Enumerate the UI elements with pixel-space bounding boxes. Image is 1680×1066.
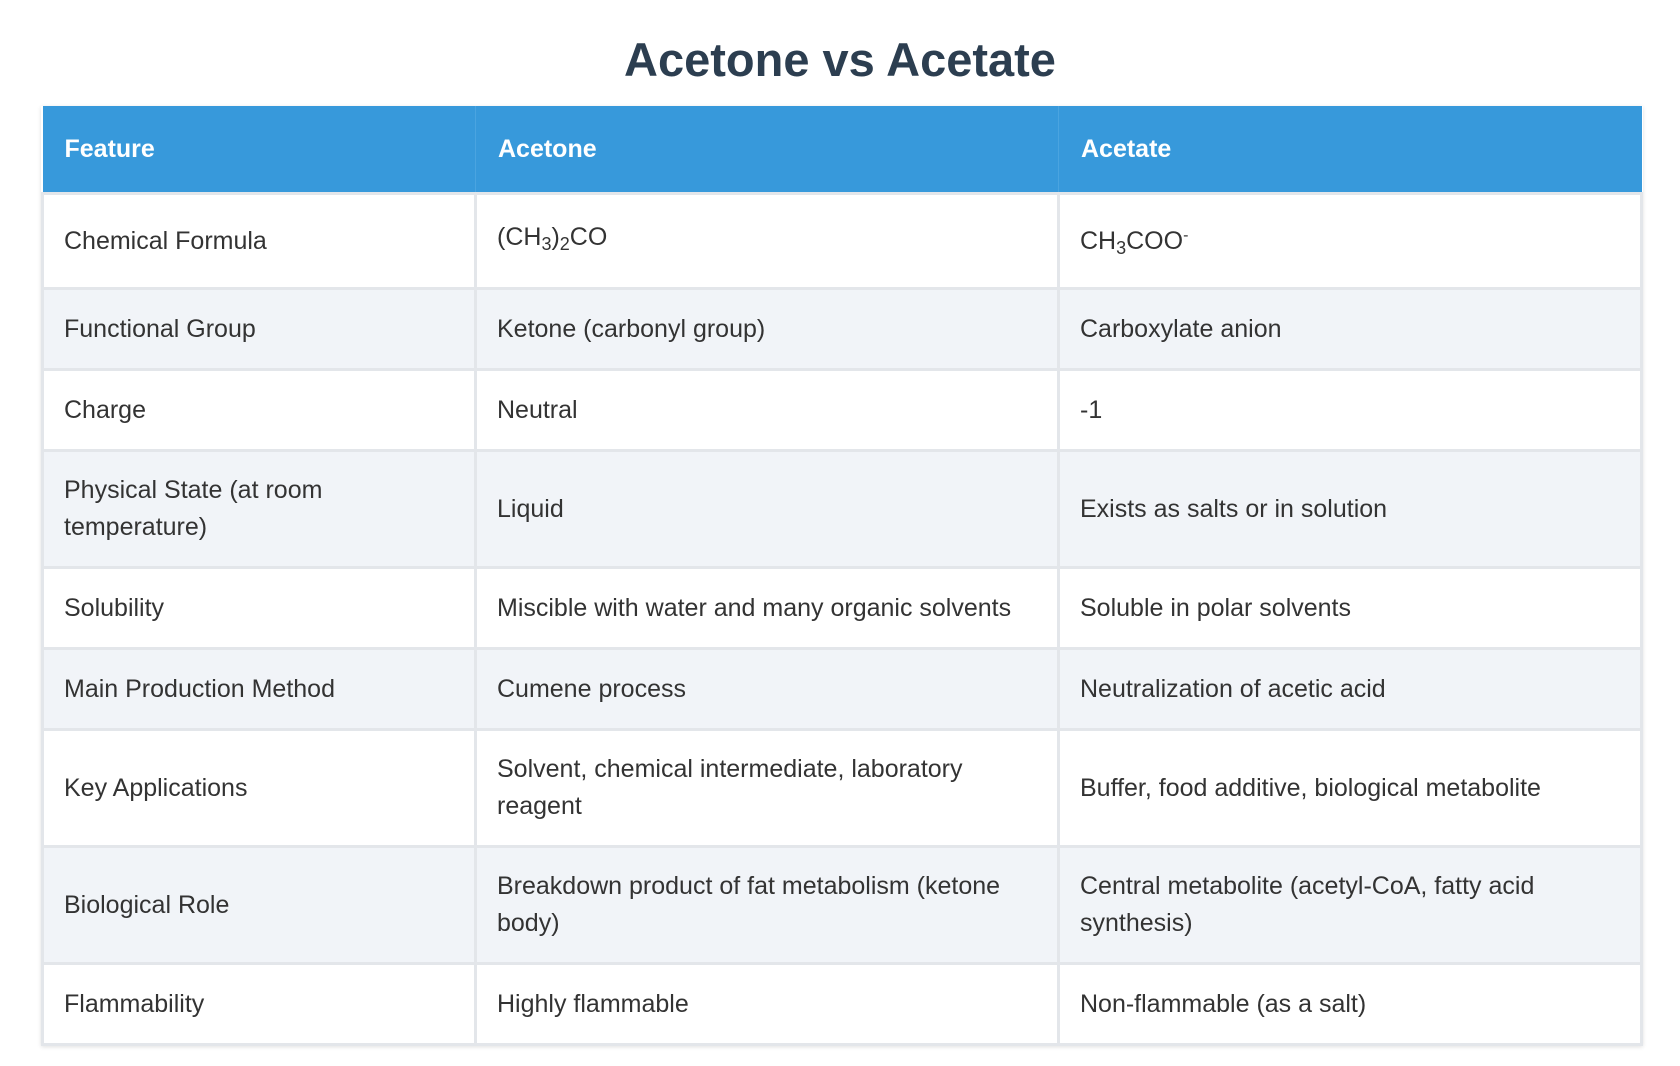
acetate-formula: $CH_3COO^-$ — [1080, 226, 1189, 258]
table-row — [43, 289, 1642, 370]
feature-cell: Physical State (at room temperature) — [43, 451, 476, 568]
acetone-cell: Breakdown product of fat metabolism (ketone body) — [476, 847, 1059, 964]
table-row — [43, 370, 1642, 451]
acetone-cell: Miscible with water and many organic solvents — [476, 568, 1059, 649]
page-title: Acetone vs Acetate — [624, 33, 1056, 86]
acetone-cell: Solvent, chemical intermediate, laboratory reagent — [476, 730, 1059, 847]
table-row — [43, 568, 1642, 649]
feature-cell: Main Production Method — [43, 649, 476, 730]
comparison-table — [41, 106, 1643, 1046]
acetone-formula-cell — [476, 194, 1059, 289]
acetate-cell: Non-flammable (as a salt) — [1059, 964, 1642, 1045]
acetone-formula: $(CH_3)_2CO$ — [497, 222, 608, 254]
table-row — [43, 847, 1642, 964]
acetone-cell: Neutral — [476, 370, 1059, 451]
table-row — [43, 194, 1642, 289]
table-header-row — [43, 106, 1642, 194]
acetone-cell: Ketone (carbonyl group) — [476, 289, 1059, 370]
acetate-cell: Central metabolite (acetyl-CoA, fatty acid synthesis) — [1059, 847, 1642, 964]
column-header-acetate: Acetate — [1059, 106, 1642, 194]
acetate-cell: Carboxylate anion — [1059, 289, 1642, 370]
column-header-feature: Feature — [43, 106, 476, 194]
acetone-cell: Highly flammable — [476, 964, 1059, 1045]
acetate-cell: Buffer, food additive, biological metabolite — [1059, 730, 1642, 847]
table-row — [43, 730, 1642, 847]
acetone-cell: Cumene process — [476, 649, 1059, 730]
acetone-cell: Liquid — [476, 451, 1059, 568]
acetate-cell: Neutralization of acetic acid — [1059, 649, 1642, 730]
acetate-cell: -1 — [1059, 370, 1642, 451]
feature-cell: Biological Role — [43, 847, 476, 964]
feature-cell: Charge — [43, 370, 476, 451]
table-row — [43, 451, 1642, 568]
acetate-cell: Exists as salts or in solution — [1059, 451, 1642, 568]
feature-cell: Functional Group — [43, 289, 476, 370]
table-row — [43, 964, 1642, 1045]
feature-cell: Chemical Formula — [43, 194, 476, 289]
feature-cell: Flammability — [43, 964, 476, 1045]
acetate-formula-cell — [1059, 194, 1642, 289]
acetate-cell: Soluble in polar solvents — [1059, 568, 1642, 649]
feature-cell: Solubility — [43, 568, 476, 649]
column-header-acetone: Acetone — [476, 106, 1059, 194]
feature-cell: Key Applications — [43, 730, 476, 847]
table-row — [43, 649, 1642, 730]
